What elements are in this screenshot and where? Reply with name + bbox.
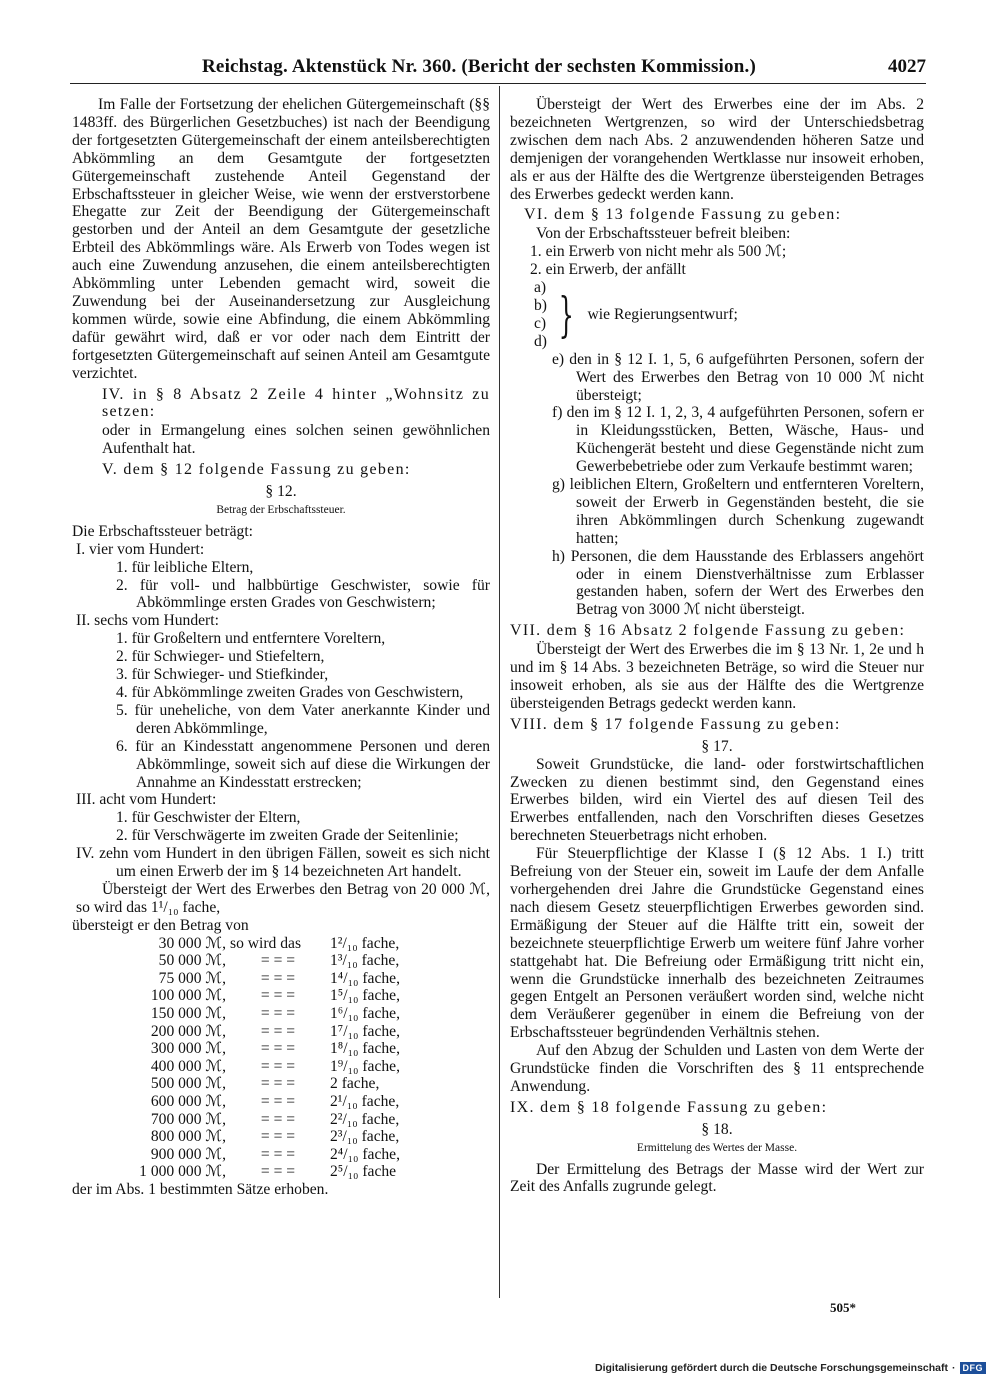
rate-factor: 1³/₁₀ fache, bbox=[330, 952, 400, 970]
rate-ditto: = = = bbox=[260, 1145, 296, 1163]
amendment-heading: VIII. dem § 17 folgende Fassung zu geben: bbox=[510, 715, 841, 733]
rate-amount: 75 000 ℳ, bbox=[158, 969, 226, 987]
rate-factor: 1⁵/₁₀ fache, bbox=[330, 987, 400, 1005]
rate-amount: 500 000 ℳ, bbox=[150, 1075, 226, 1093]
list-letter: c) bbox=[534, 314, 547, 332]
footer-text: Digitalisierung gefördert durch die Deutsche Forschungsgemeinschaft bbox=[595, 1362, 948, 1374]
paragraph: Von der Erbschaftssteuer befreit bleiben: bbox=[536, 225, 791, 243]
header-rule bbox=[70, 83, 926, 84]
rate-factor: 2⁴/₁₀ fache, bbox=[330, 1145, 400, 1163]
list-item: IV. zehn vom Hundert in den übrigen Fällen, soweit es sich nicht um einen Erwerb der im § 14 bezeichneten Art handelt. bbox=[76, 845, 490, 881]
right-column bbox=[510, 96, 924, 1196]
paragraph: Übersteigt der Wert des Erwerbes die im § 13 Nr. 1, 2e und h und im § 14 Abs. 3 bezeichneten Beträge, so wird die Steuer nur insoweit erhoben, als sie aus der Hälfte des die Wertgrenze übersteigenden Betrags gedeckt werden kann. bbox=[510, 641, 924, 712]
paragraph: Übersteigt der Wert des Erwerbes eine der im Abs. 2 bezeichneten Wertgrenzen, so wird der Unterschiedsbetrag zwischen dem nach Abs. 2 anzuwendenden höheren Satze und demjenigen der vorangehenden Wertklasse nur insoweit erhoben, als er aus der Hälfte des die Wertgrenze übersteigenden Betrages des Erwerbes gedeckt werden kann. bbox=[510, 96, 924, 203]
rate-ditto: = = = bbox=[260, 1110, 296, 1128]
rate-amount: 30 000 ℳ, bbox=[158, 934, 226, 952]
rate-ditto: = = = bbox=[260, 1163, 296, 1181]
rate-amount: 1 000 000 ℳ, bbox=[139, 1163, 226, 1181]
list-letter: a) bbox=[534, 279, 547, 297]
rate-factor: 2³/₁₀ fache, bbox=[330, 1128, 400, 1146]
rate-row bbox=[134, 952, 404, 970]
rate-row bbox=[134, 1040, 404, 1058]
rate-factor: 1⁸/₁₀ fache, bbox=[330, 1040, 400, 1058]
rate-amount: 900 000 ℳ, bbox=[150, 1145, 226, 1163]
rate-row bbox=[134, 970, 404, 988]
rate-factor: 2¹/₁₀ fache, bbox=[330, 1093, 400, 1111]
dfg-logo: DFG bbox=[960, 1362, 987, 1374]
amendment-heading: VI. dem § 13 folgende Fassung zu geben: bbox=[524, 206, 842, 224]
rate-ditto: = = = bbox=[260, 1022, 296, 1040]
list-letter: b) bbox=[534, 296, 547, 314]
paragraph: Auf den Abzug der Schulden und Lasten von dem Werte der Grundstücke finden die Vorschriften des § 11 entsprechende Anwendung. bbox=[510, 1042, 924, 1095]
rate-ditto: = = = bbox=[260, 987, 296, 1005]
paragraph: Im Falle der Fortsetzung der ehelichen Gütergemeinschaft (§§ 1483ff. des Bürgerlichen Gesetzbuches) ist nach der Beendigung der fortgesetzten Gütergemeinschaft der einem anteilsberechtigten Abkömmling an dem Gesamtgute der fortgesetzten Gütergemeinschaft zustehende Anteil Gegenstand der Erbschaftssteuer in gleicher Weise, wie wenn der erstverstorbene Ehegatte zur Zeit der Beendigung der Gütergemeinschaft gestorben und der Anteil an dem Gesamtgute der gesetzliche Erbteil des Abkömmlings wäre. Als Erwerb von Todes wegen ist auch eine Zuwendung anzusehen, die einem anteilsberechtigten Abkömmling unter Lebenden gemacht wird, soweit die Zuwendung bei der Auseinandersetzung zur Ausgleichung kommen würde, sowie eine Abfindung, die einem Abkömmling dafür gewährt wird, daß er vor oder nach dem Eintritt der fortgesetzten Gütergemeinschaft auf seinen Anteil am Gesamtgute verzichtet. bbox=[72, 96, 490, 382]
amendment-heading: IV. in § 8 Absatz 2 Zeile 4 hinter „Wohnsitz zu setzen: bbox=[102, 385, 490, 421]
paragraph: der im Abs. 1 bestimmten Sätze erhoben. bbox=[72, 1181, 329, 1198]
section-number: § 17. bbox=[701, 737, 733, 755]
brace-text: wie Regierungsentwurf; bbox=[587, 305, 738, 323]
rate-amount: 300 000 ℳ, bbox=[150, 1040, 226, 1058]
paragraph: Der Ermittelung des Betrags der Masse wird der Wert zur Zeit des Anfalls zugrunde gelegt. bbox=[510, 1160, 924, 1196]
list-item: 4. für Abkömmlinge zweiten Grades von Geschwistern, bbox=[116, 684, 464, 701]
list-letter: d) bbox=[534, 332, 547, 350]
list-item: 1. ein Erwerb von nicht mehr als 500 ℳ; bbox=[530, 243, 787, 261]
amendment-heading: IX. dem § 18 folgende Fassung zu geben: bbox=[510, 1098, 828, 1116]
rate-ditto: = = = bbox=[260, 1005, 296, 1023]
page-number: 4027 bbox=[888, 56, 926, 77]
rate-factor: 1⁶/₁₀ fache, bbox=[330, 1005, 400, 1023]
rate-row bbox=[134, 1146, 404, 1164]
rate-row bbox=[134, 987, 404, 1005]
list-item: I. vier vom Hundert: bbox=[76, 540, 205, 558]
list-item: g) leiblichen Eltern, Großeltern und entfernteren Voreltern, soweit der Erwerb in Gegenständen besteht, die sie ihren Abkömmlingen durch Schenkung zugewandt hatten; bbox=[552, 476, 924, 547]
rate-factor: 1⁹/₁₀ fache, bbox=[330, 1057, 400, 1075]
list-item: II. sechs vom Hundert: bbox=[76, 612, 219, 630]
rate-ditto: = = = bbox=[260, 1040, 296, 1058]
rate-factor: 1⁴/₁₀ fache, bbox=[330, 969, 400, 987]
amendment-heading: VII. dem § 16 Absatz 2 folgende Fassung zu geben: bbox=[510, 622, 906, 640]
rate-row bbox=[134, 1163, 404, 1181]
rate-ditto: so wird das bbox=[230, 934, 302, 952]
page-header bbox=[70, 56, 926, 82]
list-item: f) den im § 12 I. 1, 2, 3, 4 aufgeführten Personen, sofern er in Kleidungsstücken, Betten, Wäsche, Haus- und Küchengerät besteht und diese Gegenstände nicht zum Gewerbebetriebe oder zum Verkaufe bestimmt waren; bbox=[552, 404, 924, 476]
rate-row bbox=[134, 1128, 404, 1146]
rate-row bbox=[134, 935, 404, 953]
rate-row bbox=[134, 1005, 404, 1023]
rate-factor: 1²/₁₀ fache, bbox=[330, 934, 400, 952]
list-item: 2. für Schwieger- und Stiefeltern, bbox=[116, 648, 325, 666]
rate-amount: 800 000 ℳ, bbox=[150, 1128, 226, 1146]
rate-factor: 1⁷/₁₀ fache, bbox=[330, 1022, 400, 1040]
rate-ditto: = = = bbox=[260, 952, 296, 970]
rate-amount: 200 000 ℳ, bbox=[150, 1022, 226, 1040]
rate-row bbox=[134, 1058, 404, 1076]
rate-ditto: = = = bbox=[260, 969, 296, 987]
rate-table bbox=[134, 935, 404, 1181]
footer bbox=[595, 1362, 986, 1374]
brace-letters bbox=[534, 279, 547, 351]
rate-factor: 2⁵/₁₀ fache bbox=[330, 1163, 397, 1181]
amendment-heading: V. dem § 12 folgende Fassung zu geben: bbox=[102, 461, 411, 479]
rate-factor: 2²/₁₀ fache, bbox=[330, 1110, 400, 1128]
left-column bbox=[72, 96, 490, 1199]
rate-ditto: = = = bbox=[260, 1128, 296, 1146]
rate-amount: 600 000 ℳ, bbox=[150, 1093, 226, 1111]
rate-ditto: = = = bbox=[260, 1075, 296, 1093]
section-number: § 12. bbox=[265, 483, 297, 501]
signature-mark: 505* bbox=[830, 1300, 856, 1315]
rate-factor: 2 fache, bbox=[330, 1075, 380, 1093]
rate-ditto: = = = bbox=[260, 1057, 296, 1075]
paragraph: Soweit Grundstücke, die land- oder forstwirtschaftlichen Zwecken zu dienen bestimmt sind, den Gegenstand eines Erwerbes bilden, wird ein Viertel des auf diesen Teil des Erwerbes entfallenden, nach den Vorschriften dieses Gesetzes berechneten Steuerbetrags nicht erhoben. bbox=[510, 755, 924, 845]
rate-row bbox=[134, 1075, 404, 1093]
rate-amount: 100 000 ℳ, bbox=[150, 987, 226, 1005]
rate-amount: 150 000 ℳ, bbox=[150, 1005, 226, 1023]
rate-amount: 400 000 ℳ, bbox=[150, 1057, 226, 1075]
paragraph: Die Erbschaftssteuer beträgt: bbox=[72, 522, 253, 540]
column-divider bbox=[499, 86, 500, 1298]
rate-row bbox=[134, 1023, 404, 1041]
paragraph: Übersteigt der Wert des Erwerbes den Betrag von 20 000 ℳ, so wird das 1¹/₁₀ fache, bbox=[76, 880, 490, 916]
list-item: III. acht vom Hundert: bbox=[76, 791, 217, 809]
section-subtitle: Ermittelung des Wertes der Masse. bbox=[636, 1141, 798, 1154]
rate-amount: 50 000 ℳ, bbox=[158, 952, 226, 970]
running-title: Reichstag. Aktenstück Nr. 360. (Bericht der sechsten Kommission.) bbox=[202, 56, 756, 77]
list-item: 1. für Geschwister der Eltern, bbox=[116, 809, 301, 827]
list-item: 2. ein Erwerb, der anfällt bbox=[530, 261, 686, 279]
paragraph: Für Steuerpflichtige der Klasse I (§ 12 Abs. 1 I.) tritt Befreiung von der Steuer ein, soweit im Laufe der dem Anfalle vorhergehenden drei Jahre die Grundstücke Gegenstand eines nach diesem Gesetz steuerpflichtigen Erwerbes geworden sind. Ermäßigung der Steuer auf die Hälfte tritt ein, soweit der bezeichnete steuerpflichtige Erwerb um weitere fünf Jahre vorher stattgehabt hat. Die Befreiung oder Ermäßigung tritt nicht ein, wenn die Grundstücke innerhalb des bezeichneten Zeitraumes gegen Entgelt an Personen veräußert worden sind, welche nicht dem Veräußerer gegenüber in einem die Befreiung von der Erbschaftssteuer begründenden Verhältnis stehen. bbox=[510, 845, 924, 1042]
brace-icon: } bbox=[558, 286, 574, 343]
rate-ditto: = = = bbox=[260, 1093, 296, 1111]
list-item: e) den in § 12 I. 1, 5, 6 aufgeführten Personen, sofern der Wert des Erwerbes den Betrag von 10 000 ℳ nicht übersteigt; bbox=[552, 350, 924, 404]
list-item: 1. für leibliche Eltern, bbox=[116, 558, 254, 576]
rate-amount: 700 000 ℳ, bbox=[150, 1110, 226, 1128]
footer-separator: · bbox=[952, 1362, 956, 1374]
paragraph: oder in Ermangelung eines solchen seinen gewöhnlichen Aufenthalt hat. bbox=[102, 422, 490, 458]
list-item: 1. für Großeltern und entferntere Voreltern, bbox=[116, 630, 386, 648]
list-item: 3. für Schwieger- und Stiefkinder, bbox=[116, 666, 329, 684]
list-item: h) Personen, die dem Hausstande des Erblassers angehört oder in einem Dienstverhältnisse zum Erblasser gestanden haben, sofern der Wert des Erwerbes den Betrag von 3000 ℳ nicht übersteigt. bbox=[552, 547, 924, 619]
list-item: 6. für an Kindesstatt angenommene Personen und deren Abkömmlinge, soweit sich auf diese die Wirkungen der Annahme an Kindesstatt erstrecken; bbox=[116, 737, 490, 791]
list-item: 5. für uneheliche, von dem Vater anerkannte Kinder und deren Abkömmlinge, bbox=[116, 701, 490, 737]
rate-row bbox=[134, 1093, 404, 1111]
list-item: 2. für Verschwägerte im zweiten Grade der Seitenlinie; bbox=[116, 827, 459, 845]
rate-row bbox=[134, 1111, 404, 1129]
list-item: 2. für voll- und halbbürtige Geschwister, sowie für Abkömmlinge ersten Grades von Geschwistern; bbox=[116, 576, 490, 612]
section-number: § 18. bbox=[701, 1120, 733, 1138]
paragraph: übersteigt er den Betrag von bbox=[72, 916, 249, 934]
brace-group bbox=[534, 279, 924, 351]
section-subtitle: Betrag der Erbschaftssteuer. bbox=[216, 503, 346, 516]
